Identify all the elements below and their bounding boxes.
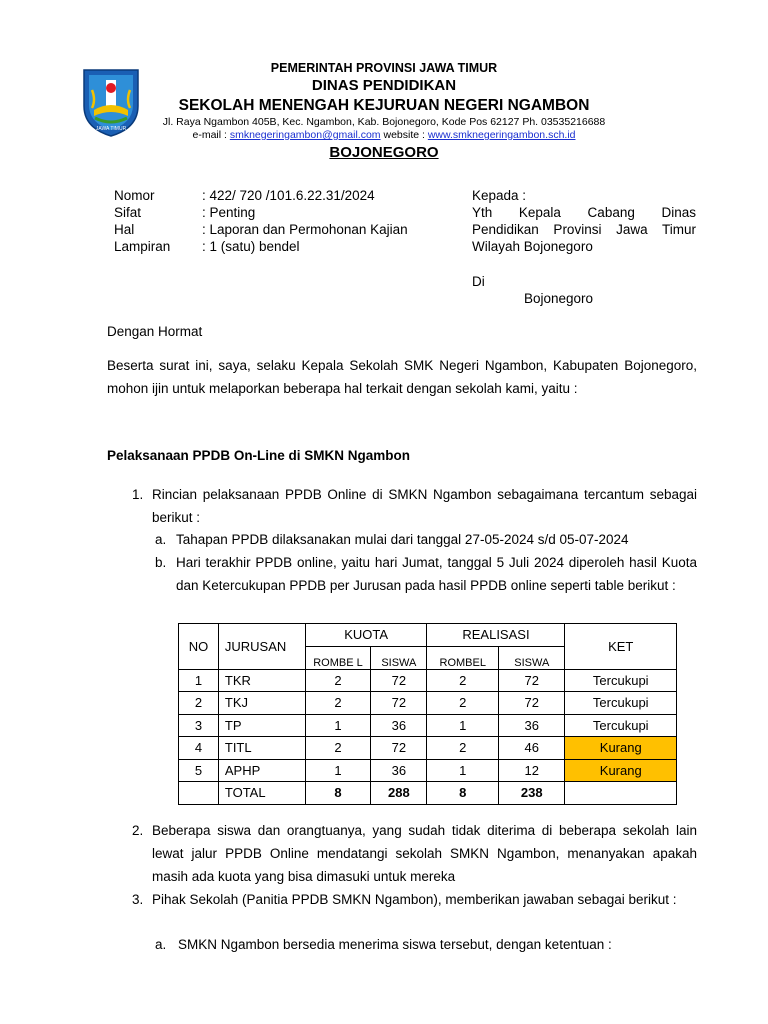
- item1-number: 1.: [132, 487, 144, 502]
- cell-ket-empty: [565, 782, 677, 805]
- cell-jurusan: TITL: [218, 737, 305, 760]
- meta-sifat-label: Sifat: [114, 205, 142, 220]
- cell-no: 4: [179, 737, 219, 760]
- recipient-kepada: Kepada :: [472, 188, 527, 203]
- school-address: Jl. Raya Ngambon 405B, Kec. Ngambon, Kab. Bojonegoro, Kode Pos 62127 Ph. 03535216688: [162, 116, 606, 128]
- cell-total-realisasi-rombel: 8: [427, 782, 499, 805]
- item1b-number: b.: [155, 555, 167, 570]
- item2-text: Beberapa siswa dan orangtuanya, yang sudah tidak diterima di beberapa sekolah lain lewat jalur PPDB Online mendatangi sekolah SMKN Ngambon, menanyakan apakah masih ada kuota yang bisa dimasuki untuk mereka: [152, 823, 697, 884]
- logo-caption: JAWA TIMUR: [95, 126, 127, 132]
- cell-no-empty: [179, 782, 219, 805]
- cell-kuota-rombel: 1: [305, 714, 370, 737]
- cell-kuota-rombel: 1: [305, 759, 370, 782]
- website-label: website :: [380, 129, 428, 141]
- email-link[interactable]: smknegeringambon@gmail.com: [229, 129, 381, 141]
- cell-jurusan: TKJ: [218, 692, 305, 715]
- cell-ket: Tercukupi: [565, 669, 677, 692]
- meta-lampiran-value: : 1 (satu) bendel: [202, 239, 300, 254]
- header-realisasi: REALISASI: [427, 624, 565, 647]
- table-row: [179, 669, 677, 692]
- recipient-place: Bojonegoro: [524, 291, 594, 306]
- ppdb-table: [178, 623, 677, 805]
- table-row: [179, 692, 677, 715]
- header-realisasi-siswa: SISWA: [499, 646, 565, 669]
- cell-ket: Tercukupi: [565, 714, 677, 737]
- table-row: [179, 759, 677, 782]
- cell-realisasi-rombel: 2: [427, 669, 499, 692]
- school-title: SEKOLAH MENENGAH KEJURUAN NEGERI NGAMBON: [178, 97, 590, 114]
- cell-total-kuota-siswa: 288: [371, 782, 427, 805]
- meta-nomor-label: Nomor: [114, 188, 155, 203]
- cell-no: 3: [179, 714, 219, 737]
- cell-total-label: TOTAL: [218, 782, 305, 805]
- header-kuota-siswa: SISWA: [371, 646, 427, 669]
- item1a-number: a.: [155, 532, 167, 547]
- recipient-yth: Yth Kepala Cabang Dinas Pendidikan Provinsi Jawa Timur Wilayah Bojonegoro: [472, 205, 696, 254]
- meta-hal-value: : Laporan dan Permohonan Kajian: [202, 222, 408, 237]
- table-total-row: [179, 782, 677, 805]
- cell-realisasi-siswa: 72: [499, 669, 565, 692]
- meta-hal-label: Hal: [114, 222, 135, 237]
- gov-title: PEMERINTAH PROVINSI JAWA TIMUR: [270, 61, 498, 75]
- contact-line: [0, 129, 768, 141]
- header-kuota-rombel: ROMBE L: [305, 646, 370, 669]
- cell-realisasi-rombel: 2: [427, 692, 499, 715]
- cell-kuota-rombel: 2: [305, 737, 370, 760]
- cell-realisasi-siswa: 46: [499, 737, 565, 760]
- cell-realisasi-rombel: 1: [427, 759, 499, 782]
- item3a-text: SMKN Ngambon bersedia menerima siswa tersebut, dengan ketentuan :: [178, 937, 612, 952]
- item1-text: Rincian pelaksanaan PPDB Online di SMKN Ngambon sebagaimana tercantum sebagai berikut :: [152, 487, 697, 525]
- header-kuota: KUOTA: [305, 624, 427, 647]
- meta-nomor-value: : 422/ 720 /101.6.22.31/2024: [202, 188, 375, 203]
- intro-paragraph: Beserta surat ini, saya, selaku Kepala Sekolah SMK Negeri Ngambon, Kabupaten Bojonegoro, mohon ijin untuk melaporkan beberapa hal terkait dengan sekolah kami, yaitu :: [107, 358, 697, 396]
- section-heading: Pelaksanaan PPDB On-Line di SMKN Ngambon: [107, 448, 411, 463]
- cell-realisasi-siswa: 36: [499, 714, 565, 737]
- item1b-text: Hari terakhir PPDB online, yaitu hari Jumat, tanggal 5 Juli 2024 diperoleh hasil Kuota dan Ketercukupan PPDB per Jurusan pada hasil PPDB online seperti table berikut :: [176, 555, 697, 593]
- header-realisasi-rombel: ROMBEL: [427, 646, 499, 669]
- cell-no: 1: [179, 669, 219, 692]
- meta-lampiran-label: Lampiran: [114, 239, 171, 254]
- cell-kuota-rombel: 2: [305, 669, 370, 692]
- cell-ket-kurang: Kurang: [565, 737, 677, 760]
- table-header-row: [179, 624, 677, 647]
- cell-kuota-siswa: 72: [371, 669, 427, 692]
- cell-ket: Tercukupi: [565, 692, 677, 715]
- item1a-text: Tahapan PPDB dilaksanakan mulai dari tanggal 27-05-2024 s/d 05-07-2024: [176, 532, 629, 547]
- table-row: [179, 737, 677, 760]
- cell-jurusan: TKR: [218, 669, 305, 692]
- cell-no: 2: [179, 692, 219, 715]
- email-label: e-mail :: [192, 129, 230, 141]
- website-link[interactable]: www.smknegeringambon.sch.id: [427, 129, 576, 141]
- cell-realisasi-rombel: 1: [427, 714, 499, 737]
- item3-text: Pihak Sekolah (Panitia PPDB SMKN Ngambon), memberikan jawaban sebagai berikut :: [152, 892, 677, 907]
- cell-kuota-siswa: 72: [371, 737, 427, 760]
- table-row: [179, 714, 677, 737]
- cell-kuota-rombel: 2: [305, 692, 370, 715]
- cell-total-realisasi-siswa: 238: [499, 782, 565, 805]
- cell-kuota-siswa: 36: [371, 714, 427, 737]
- cell-kuota-siswa: 36: [371, 759, 427, 782]
- item3-number: 3.: [132, 892, 144, 907]
- header-ket: KET: [565, 624, 677, 670]
- cell-kuota-siswa: 72: [371, 692, 427, 715]
- recipient-di: Di: [472, 274, 485, 289]
- item2-number: 2.: [132, 823, 144, 838]
- header-jurusan: JURUSAN: [218, 624, 305, 670]
- cell-realisasi-siswa: 72: [499, 692, 565, 715]
- city-title: BOJONEGORO: [329, 144, 439, 161]
- greeting: Dengan Hormat: [107, 324, 203, 339]
- cell-total-kuota-rombel: 8: [305, 782, 370, 805]
- cell-jurusan: APHP: [218, 759, 305, 782]
- cell-realisasi-siswa: 12: [499, 759, 565, 782]
- cell-realisasi-rombel: 2: [427, 737, 499, 760]
- cell-ket-kurang: Kurang: [565, 759, 677, 782]
- dept-title: DINAS PENDIDIKAN: [311, 77, 457, 94]
- meta-sifat-value: : Penting: [202, 205, 256, 220]
- cell-no: 5: [179, 759, 219, 782]
- cell-jurusan: TP: [218, 714, 305, 737]
- header-no: NO: [179, 624, 219, 670]
- item3a-number: a.: [155, 937, 167, 952]
